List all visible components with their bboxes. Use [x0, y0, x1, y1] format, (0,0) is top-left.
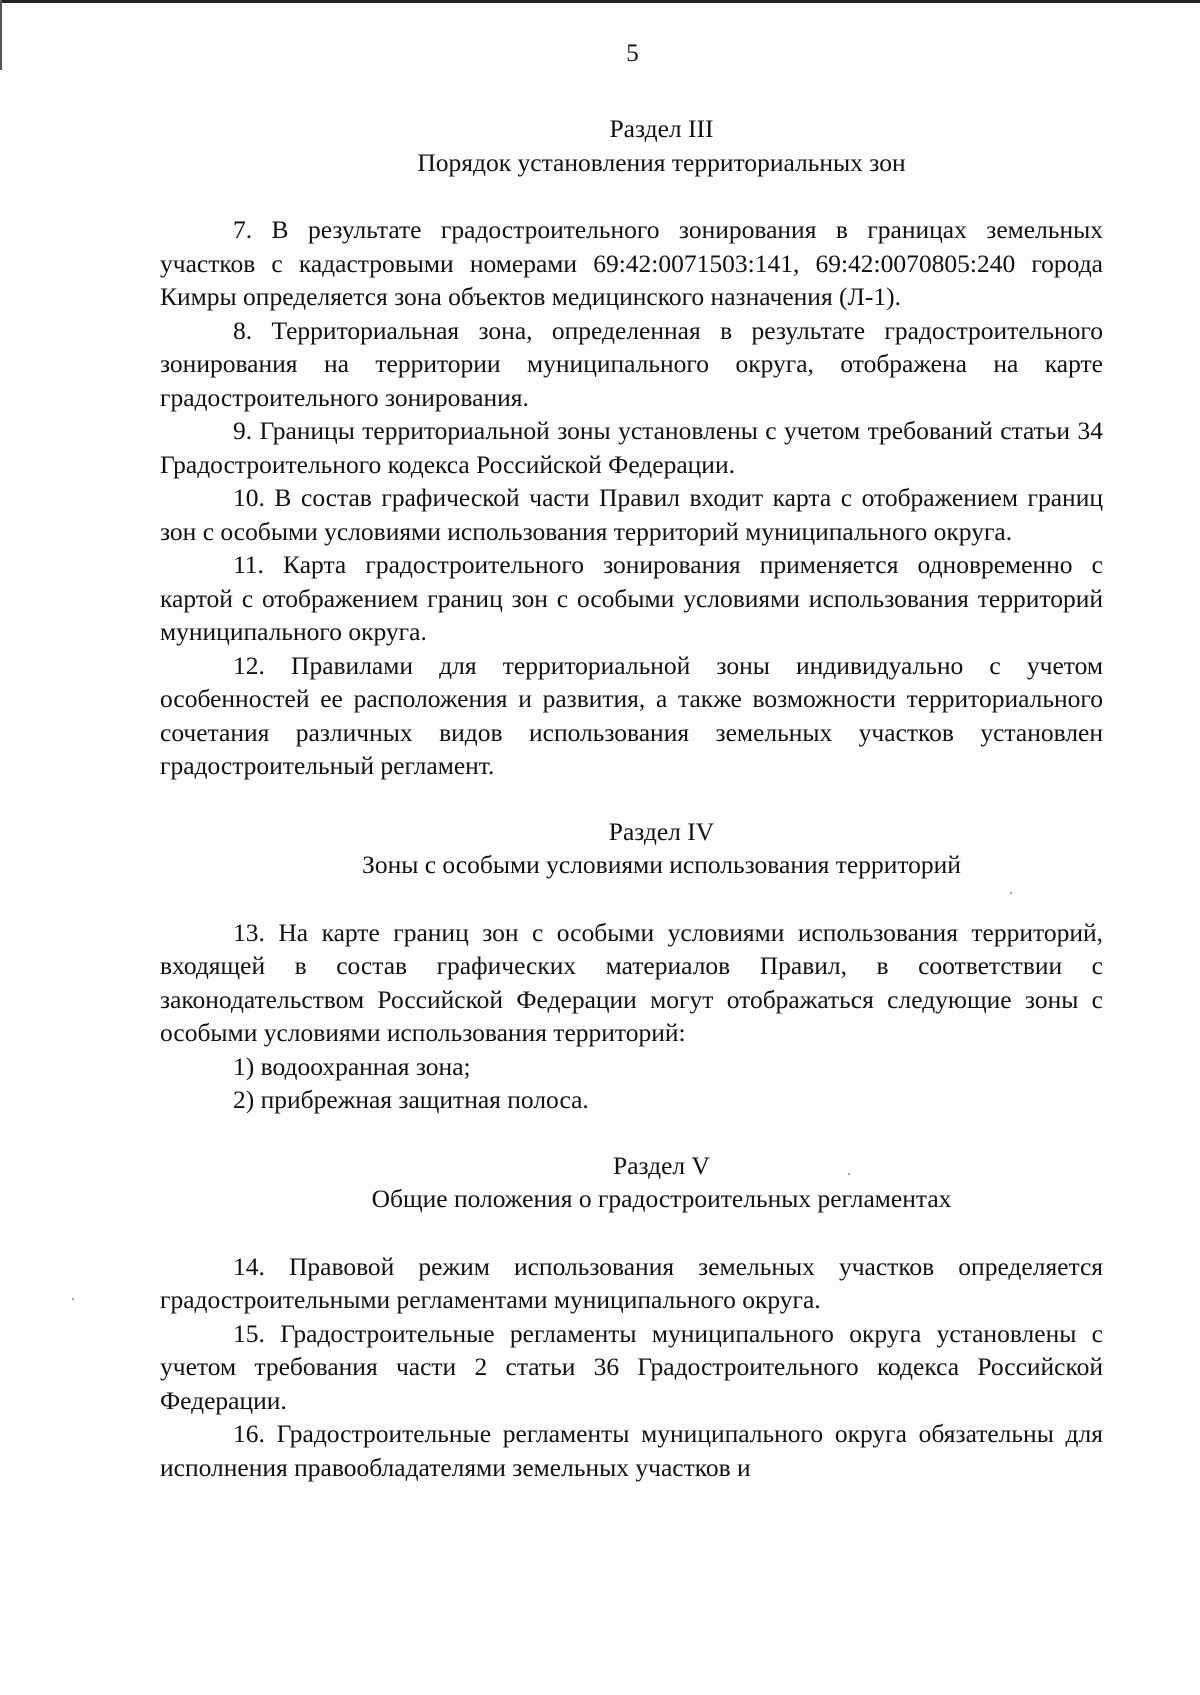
- section-label: Раздел III: [609, 114, 714, 143]
- paragraph: 8. Территориальная зона, определенная в результате градостроительного зонирования на территории муниципального округа, отображена на карте градостроительного зонирования.: [160, 315, 1103, 412]
- paragraph: 11. Карта градостроительного зонирования применяется одновременно с картой с отображением границ зон с особыми условиями использования территорий муниципального округа.: [160, 550, 1103, 646]
- paragraph: 9. Границы территориальной зоны установлены с учетом требований статьи 34 Градостроительного кодекса Российской Федерации.: [160, 416, 1103, 479]
- paragraph: 14. Правовой режим использования земельных участков определяется градостроительными регламентами муниципального округа.: [160, 1251, 1103, 1314]
- paragraph: 16. Градостроительные регламенты муниципального округа обязательны для исполнения правообладателями земельных участков и: [160, 1419, 1103, 1482]
- scan-speck: [72, 1298, 74, 1300]
- section-title: Зоны с особыми условиями использования территорий: [362, 850, 961, 879]
- paragraph: 12. Правилами для территориальной зоны индивидуально с учетом особенностей ее расположения и развития, а также возможности территориального сочетания различных видов использования земельных участков установлен градостроительный регламент.: [160, 650, 1103, 780]
- section-label: Раздел IV: [608, 816, 715, 846]
- section-heading: [220, 815, 1103, 882]
- section-heading: [220, 1149, 1103, 1216]
- paragraph: 13. На карте границ зон с особыми условиями использования территорий, входящей в состав графических материалов Правил, в соответствии с законодательством Российской Федерации могут отображаться следующие зоны с особыми условиями использования территорий:: [160, 917, 1103, 1047]
- document-body: [160, 112, 1103, 1484]
- paragraph: 7. В результате градостроительного зонирования в границах земельных участков с кадастровыми номерами 69:42:0071503:141, 69:42:0070805:240 города Кимры определяется зона объектов медицинского назначения (Л-1).: [160, 215, 1103, 311]
- section-label: Раздел V: [613, 1150, 710, 1180]
- list-item: 2) прибрежная защитная полоса.: [233, 1085, 589, 1114]
- section-heading: [220, 112, 1103, 179]
- section-title: Общие положения о градостроительных регламентах: [371, 1184, 952, 1213]
- page-number: 5: [626, 40, 639, 67]
- section-title: Порядок установления территориальных зон: [417, 147, 906, 177]
- paragraph: 10. В состав графической части Правил входит карта с отображением границ зон с особыми условиями использования территорий муниципального округа.: [160, 483, 1103, 546]
- list-item: 1) водоохранная зона;: [233, 1051, 471, 1081]
- paragraph: 15. Градостроительные регламенты муниципального округа установлены с учетом требования части 2 статьи 36 Градостроительного кодекса Российской Федерации.: [160, 1318, 1103, 1415]
- scan-edge: [0, 0, 1200, 3]
